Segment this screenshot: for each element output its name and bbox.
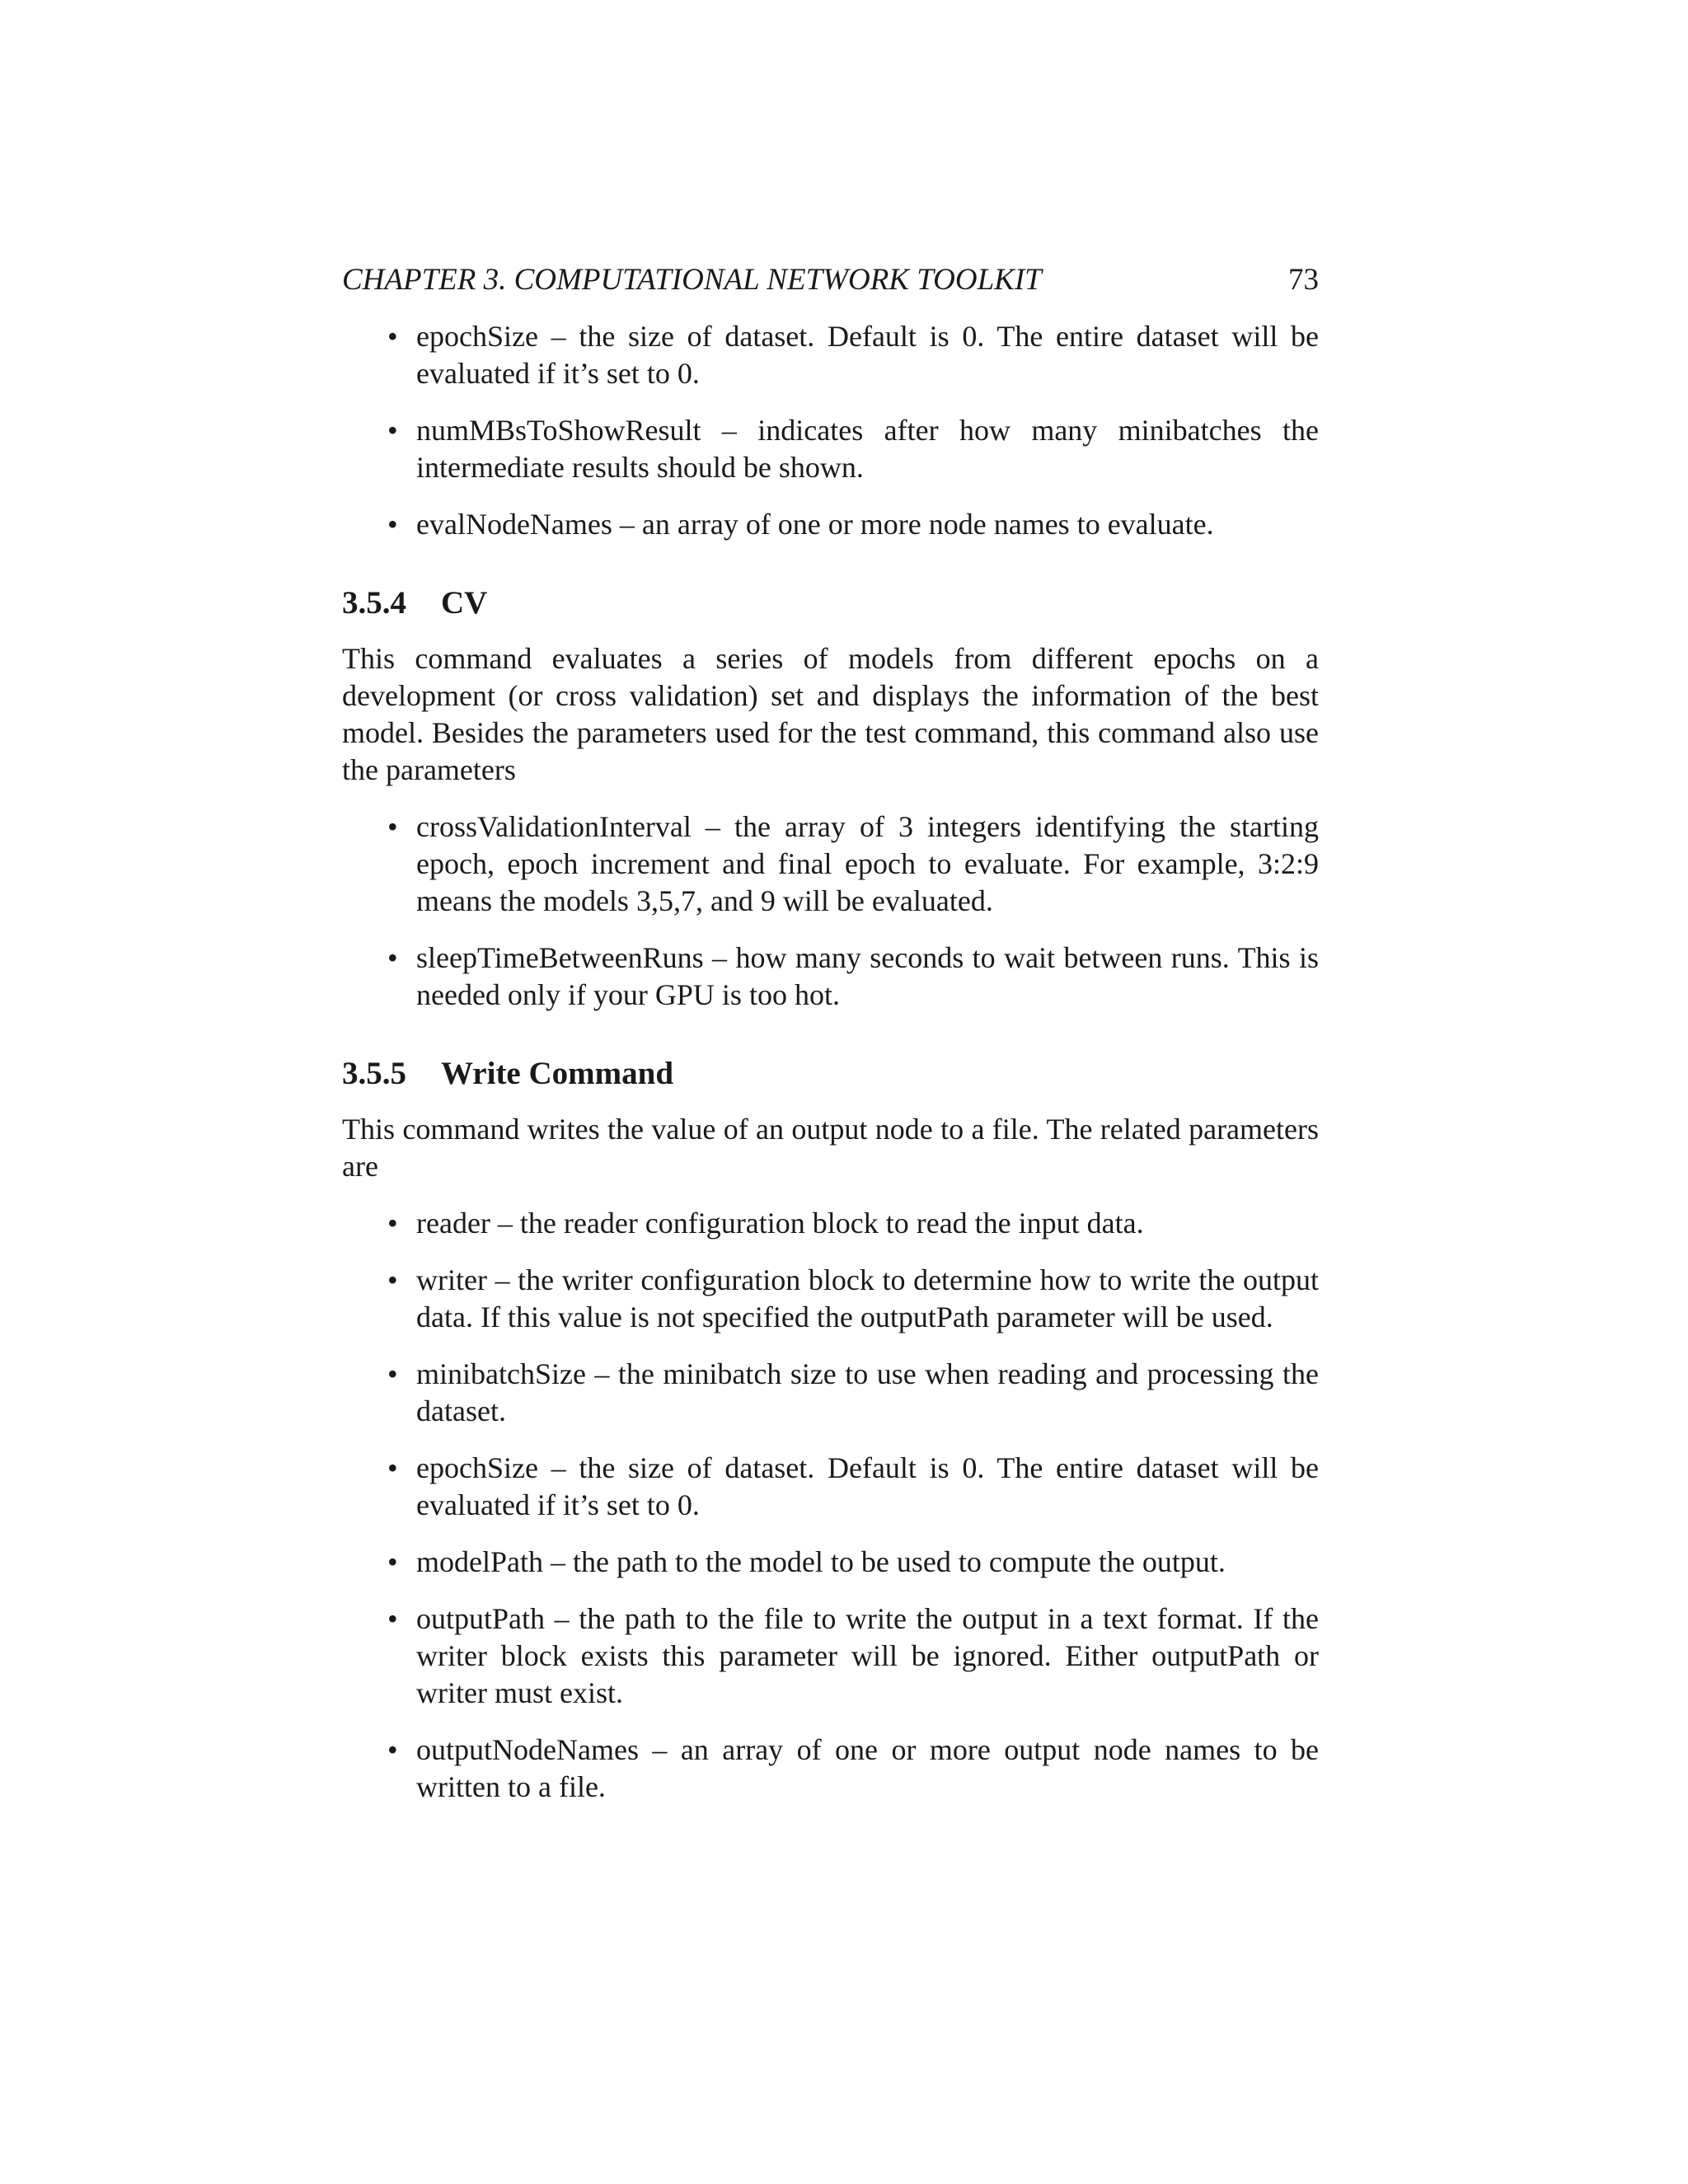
- bullet-icon: •: [387, 508, 398, 541]
- list-item: • numMBsToShowResult – indicates after how many minibatches the intermediate results should be shown.: [387, 414, 1319, 484]
- bullet-icon: •: [387, 1451, 398, 1484]
- list-item: • outputPath – the path to the file to write the output in a text format. If the writer block exists this parameter will be ignored. Either outputPath or writer must exist.: [387, 1602, 1319, 1709]
- bullet-icon: •: [387, 1207, 398, 1240]
- list-item: • outputNodeNames – an array of one or more output node names to be written to a file.: [387, 1733, 1319, 1803]
- page-number: 73: [1288, 263, 1319, 297]
- list-item: • modelPath – the path to the model to be used to compute the output.: [342, 1544, 1319, 1581]
- bullet-icon: •: [387, 1545, 398, 1578]
- chapter-title: CHAPTER 3. COMPUTATIONAL NETWORK TOOLKIT: [342, 263, 1042, 297]
- list-item: • writer – the writer configuration block to determine how to write the output data. If this value is not specified the outputPath parameter will be used.: [387, 1263, 1319, 1333]
- section-title: Write Command: [441, 1056, 674, 1091]
- bullet-icon: •: [387, 810, 398, 843]
- parameter-list-test: [342, 318, 1319, 543]
- bullet-icon: •: [387, 1357, 398, 1390]
- list-item: • crossValidationInterval – the array of 3 integers identifying the starting epoch, epoch increment and final epoch to evaluate. For example, 3:2:9 means the models 3,5,7, and 9 will be evaluated.: [387, 810, 1319, 917]
- list-item: • epochSize – the size of dataset. Default is 0. The entire dataset will be evaluated if it’s set to 0.: [387, 1451, 1319, 1521]
- section-heading-write: [342, 1055, 1319, 1093]
- list-item: • evalNodeNames – an array of one or more node names to evaluate.: [342, 506, 1319, 543]
- bullet-icon: •: [387, 941, 398, 974]
- bullet-icon: •: [387, 320, 398, 353]
- list-item: • minibatchSize – the minibatch size to use when reading and processing the dataset.: [387, 1357, 1319, 1427]
- section-number: 3.5.5: [342, 1056, 406, 1091]
- section-title: CV: [441, 585, 488, 621]
- section-heading-cv: [342, 584, 1319, 622]
- paragraph: This command writes the value of an output node to a file. The related parameters are: [342, 1113, 1319, 1183]
- running-header: [342, 262, 1319, 298]
- list-item: • reader – the reader configuration block to read the input data.: [342, 1205, 1319, 1242]
- parameter-list-write: [342, 1205, 1319, 1806]
- document-page: [342, 262, 1319, 1806]
- bullet-icon: •: [387, 1733, 398, 1766]
- bullet-icon: •: [387, 1602, 398, 1635]
- list-item: • epochSize – the size of dataset. Default is 0. The entire dataset will be evaluated if it’s set to 0.: [387, 320, 1319, 390]
- bullet-icon: •: [387, 414, 398, 447]
- paragraph: This command evaluates a series of models from different epochs on a development (or cross validation) set and displays the information of the best model. Besides the parameters used for the test command, this command also use the parameters: [342, 642, 1319, 786]
- section-number: 3.5.4: [342, 585, 406, 621]
- bullet-icon: •: [387, 1263, 398, 1296]
- parameter-list-cv: [342, 808, 1319, 1014]
- list-item: • sleepTimeBetweenRuns – how many seconds to wait between runs. This is needed only if your GPU is too hot.: [387, 941, 1319, 1011]
